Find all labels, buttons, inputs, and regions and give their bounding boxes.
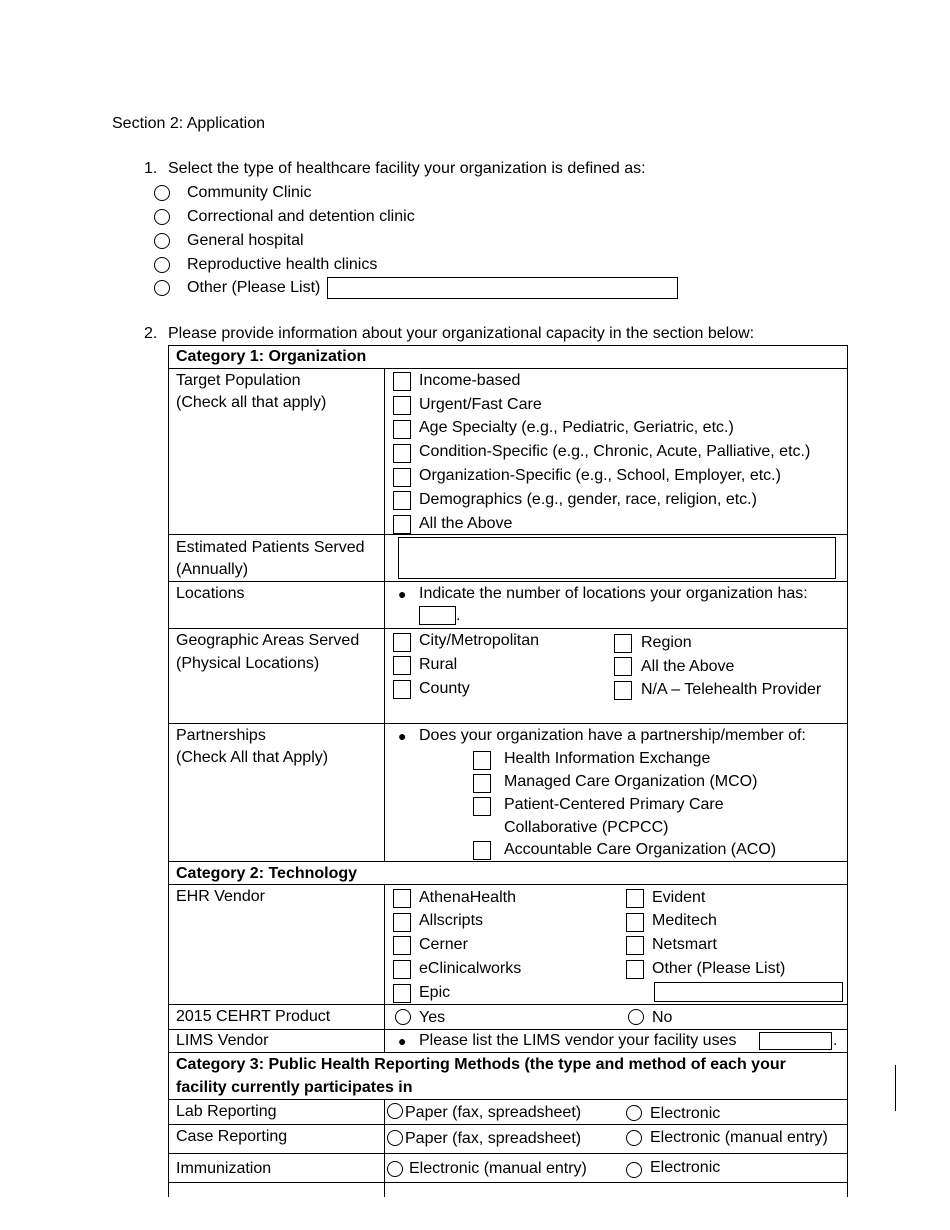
checkbox-label: Allscripts [419,912,484,929]
lab-reporting-label: Lab Reporting [176,1103,277,1120]
checkbox-label: Rural [419,656,458,673]
patients-served-label: Estimated Patients Served [176,539,365,556]
category-3-heading: Category 3: Public Health Reporting Methods (the type and method of each your [176,1056,786,1073]
checkbox-netsmart[interactable] [626,936,644,955]
radio-label: Yes [419,1009,446,1026]
lims-period: . [833,1032,838,1049]
checkbox-age-specialty[interactable] [393,420,411,439]
section-title: Section 2: Application [112,115,265,132]
checkbox-condition-specific[interactable] [393,444,411,463]
checkbox-label: All the Above [641,658,735,675]
checkbox-label: Meditech [652,912,717,929]
margin-change-bar [895,1065,896,1111]
checkbox-label: Income-based [419,372,521,389]
q1-number: 1. [144,160,158,177]
category-2-heading: Category 2: Technology [176,865,358,882]
checkbox-label: City/Metropolitan [419,632,540,649]
radio-label: Electronic (manual entry) [650,1129,828,1146]
category-3-heading-continued: facility currently participates in [176,1079,413,1096]
radio-case-electronic[interactable] [626,1130,642,1146]
checkbox-label-continued: Collaborative (PCPCC) [504,819,669,836]
checkbox-telehealth[interactable] [614,681,632,700]
immunization-label: Immunization [176,1160,272,1177]
other-ehr-input[interactable] [654,982,843,1002]
checkbox-urgent-care[interactable] [393,396,411,415]
checkbox-label: Epic [419,984,451,1001]
checkbox-organization-specific[interactable] [393,468,411,487]
case-reporting-label: Case Reporting [176,1128,288,1145]
checkbox-label: Other (Please List) [652,960,786,977]
checkbox-label: County [419,680,470,697]
option-label: General hospital [187,232,304,249]
patients-served-sublabel: (Annually) [176,561,249,578]
lims-vendor-label: LIMS Vendor [176,1032,269,1049]
checkbox-label: Age Specialty (e.g., Pediatric, Geriatric, etc.) [419,419,734,436]
checkbox-label: Netsmart [652,936,717,953]
radio-label: Paper (fax, spreadsheet) [405,1130,582,1147]
radio-immunization-electronic[interactable] [626,1162,642,1178]
checkbox-athenahealth[interactable] [393,889,411,908]
radio-correctional-clinic[interactable] [154,209,170,225]
checkbox-eclinicalworks[interactable] [393,960,411,979]
checkbox-label: N/A – Telehealth Provider [641,681,822,698]
radio-label: No [652,1009,673,1026]
q2-prompt: Please provide information about your organizational capacity in the section below: [168,325,755,342]
lims-text: Please list the LIMS vendor your facility uses [419,1032,737,1049]
radio-general-hospital[interactable] [154,233,170,249]
checkbox-label: Region [641,634,692,651]
locations-label: Locations [176,585,245,602]
radio-cehrt-no[interactable] [628,1009,644,1025]
checkbox-hie[interactable] [473,751,491,770]
locations-text: Indicate the number of locations your organization has: [419,585,808,602]
partnerships-sublabel: (Check All that Apply) [176,749,329,766]
checkbox-label: Cerner [419,936,468,953]
option-label: Other (Please List) [187,279,321,296]
checkbox-label: All the Above [419,515,513,532]
option-label: Community Clinic [187,184,312,201]
checkbox-aco[interactable] [473,841,491,860]
checkbox-other-ehr[interactable] [626,960,644,979]
radio-case-paper[interactable] [387,1130,403,1146]
checkbox-label: Patient-Centered Primary Care [504,796,724,813]
checkbox-label: Demographics (e.g., gender, race, religion, etc.) [419,491,757,508]
checkbox-label: Urgent/Fast Care [419,396,542,413]
radio-community-clinic[interactable] [154,185,170,201]
radio-label: Paper (fax, spreadsheet) [405,1104,582,1121]
radio-lab-paper[interactable] [387,1103,403,1119]
other-facility-input[interactable] [327,277,678,299]
checkbox-region[interactable] [614,634,632,653]
category-1-heading: Category 1: Organization [176,348,367,365]
checkbox-label: AthenaHealth [419,889,516,906]
geographic-label: Geographic Areas Served [176,632,360,649]
checkbox-pcpcc[interactable] [473,797,491,816]
checkbox-meditech[interactable] [626,913,644,932]
radio-reproductive-clinics[interactable] [154,257,170,273]
checkbox-county[interactable] [393,680,411,699]
bullet: ● [398,728,407,744]
partnerships-label: Partnerships [176,727,266,744]
checkbox-label: Managed Care Organization (MCO) [504,773,758,790]
partnerships-text: Does your organization have a partnership/member of: [419,727,806,744]
checkbox-allscripts[interactable] [393,913,411,932]
radio-label: Electronic [650,1159,721,1176]
checkbox-city-metropolitan[interactable] [393,633,411,652]
cehrt-label: 2015 CEHRT Product [176,1008,331,1025]
checkbox-label: Organization-Specific (e.g., School, Employer, etc.) [419,467,781,484]
checkbox-evident[interactable] [626,889,644,908]
bullet: ● [398,1033,407,1049]
radio-cehrt-yes[interactable] [395,1009,411,1025]
geographic-sublabel: (Physical Locations) [176,655,320,672]
radio-other[interactable] [154,280,170,296]
checkbox-demographics[interactable] [393,491,411,510]
option-label: Correctional and detention clinic [187,208,415,225]
checkbox-income-based[interactable] [393,372,411,391]
checkbox-label: Condition-Specific (e.g., Chronic, Acute, Palliative, etc.) [419,443,811,460]
checkbox-mco[interactable] [473,774,491,793]
lims-vendor-input[interactable] [759,1032,832,1050]
checkbox-epic[interactable] [393,984,411,1003]
checkbox-all-above[interactable] [393,515,411,534]
option-label: Reproductive health clinics [187,256,378,273]
ehr-vendor-label: EHR Vendor [176,888,265,905]
locations-count-input[interactable] [419,606,456,625]
checkbox-label: Accountable Care Organization (ACO) [504,841,777,858]
bullet: ● [398,586,407,602]
checkbox-cerner[interactable] [393,936,411,955]
radio-label: Electronic [650,1105,721,1122]
target-population-sublabel: (Check all that apply) [176,394,327,411]
radio-lab-electronic[interactable] [626,1105,642,1121]
radio-label: Electronic (manual entry) [409,1160,587,1177]
q2-number: 2. [144,325,158,342]
checkbox-label: eClinicalworks [419,960,522,977]
q1-prompt: Select the type of healthcare facility your organization is defined as: [168,160,646,177]
checkbox-label: Evident [652,889,706,906]
checkbox-label: Health Information Exchange [504,750,711,767]
locations-period: . [456,607,461,624]
radio-immunization-manual[interactable] [387,1161,403,1177]
checkbox-rural[interactable] [393,656,411,675]
checkbox-all-areas[interactable] [614,657,632,676]
patients-served-input[interactable] [398,537,836,579]
target-population-label: Target Population [176,372,301,389]
